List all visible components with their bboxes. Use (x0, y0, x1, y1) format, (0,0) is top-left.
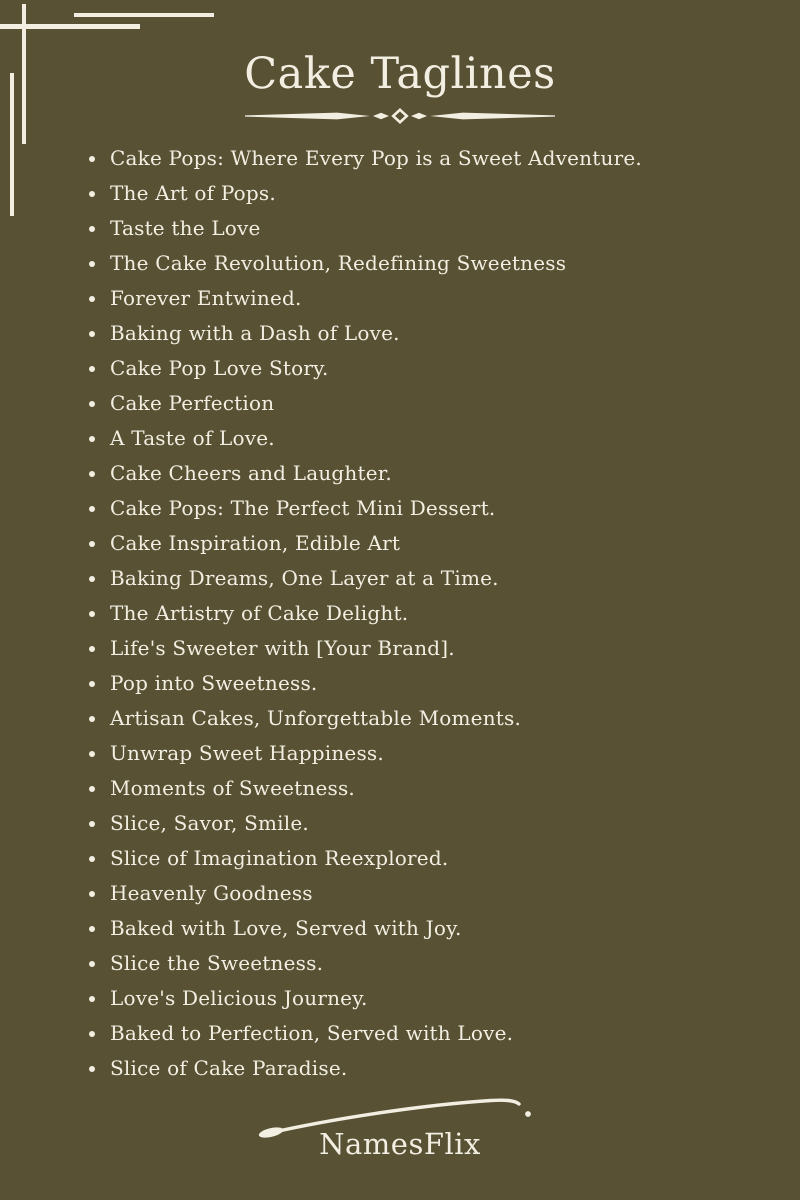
tagline-item: • The Artistry of Cake Delight. (108, 596, 760, 631)
tagline-item: • Baking with a Dash of Love. (108, 316, 760, 351)
tagline-item: • Baked to Perfection, Served with Love. (108, 1016, 760, 1051)
decor-vertical-line-icon (10, 73, 14, 216)
page-title: Cake Taglines (244, 49, 556, 99)
footer (0, 1086, 800, 1161)
tagline-item: • Moments of Sweetness. (108, 771, 760, 806)
tagline-item: • Cake Pops: Where Every Pop is a Sweet Adventure. (108, 141, 760, 176)
tagline-item: • Taste the Love (108, 211, 760, 246)
tagline-item: • Cake Cheers and Laughter. (108, 456, 760, 491)
tagline-item: • Slice the Sweetness. (108, 946, 760, 981)
tagline-item: • Cake Inspiration, Edible Art (108, 526, 760, 561)
brand-logo-text: NamesFlix (319, 1127, 481, 1162)
tagline-item: • Cake Pops: The Perfect Mini Dessert. (108, 491, 760, 526)
taglines-list (0, 141, 800, 1086)
tagline-item: • Artisan Cakes, Unforgettable Moments. (108, 701, 760, 736)
tagline-item: • A Taste of Love. (108, 421, 760, 456)
tagline-item: • Baking Dreams, One Layer at a Time. (108, 561, 760, 596)
tagline-item: • Slice of Cake Paradise. (108, 1051, 760, 1086)
tagline-item: • Unwrap Sweet Happiness. (108, 736, 760, 771)
decor-horizontal-line-icon (0, 24, 140, 29)
tagline-item: • The Art of Pops. (108, 176, 760, 211)
tagline-item: • Baked with Love, Served with Joy. (108, 911, 760, 946)
tagline-item: • Slice, Savor, Smile. (108, 806, 760, 841)
tagline-item: • Cake Perfection (108, 386, 760, 421)
tagline-item: • Forever Entwined. (108, 281, 760, 316)
tagline-item: • Life's Sweeter with [Your Brand]. (108, 631, 760, 666)
tagline-item: • Cake Pop Love Story. (108, 351, 760, 386)
tagline-item: • Pop into Sweetness. (108, 666, 760, 701)
decor-horizontal-line-icon (74, 13, 214, 17)
tagline-item: • Slice of Imagination Reexplored. (108, 841, 760, 876)
signature-swoosh-icon (251, 1086, 541, 1144)
tagline-item: • Heavenly Goodness (108, 876, 760, 911)
tagline-item: • The Cake Revolution, Redefining Sweetness (108, 246, 760, 281)
tagline-item: • Love's Delicious Journey. (108, 981, 760, 1016)
diamond-divider-icon (245, 108, 555, 124)
